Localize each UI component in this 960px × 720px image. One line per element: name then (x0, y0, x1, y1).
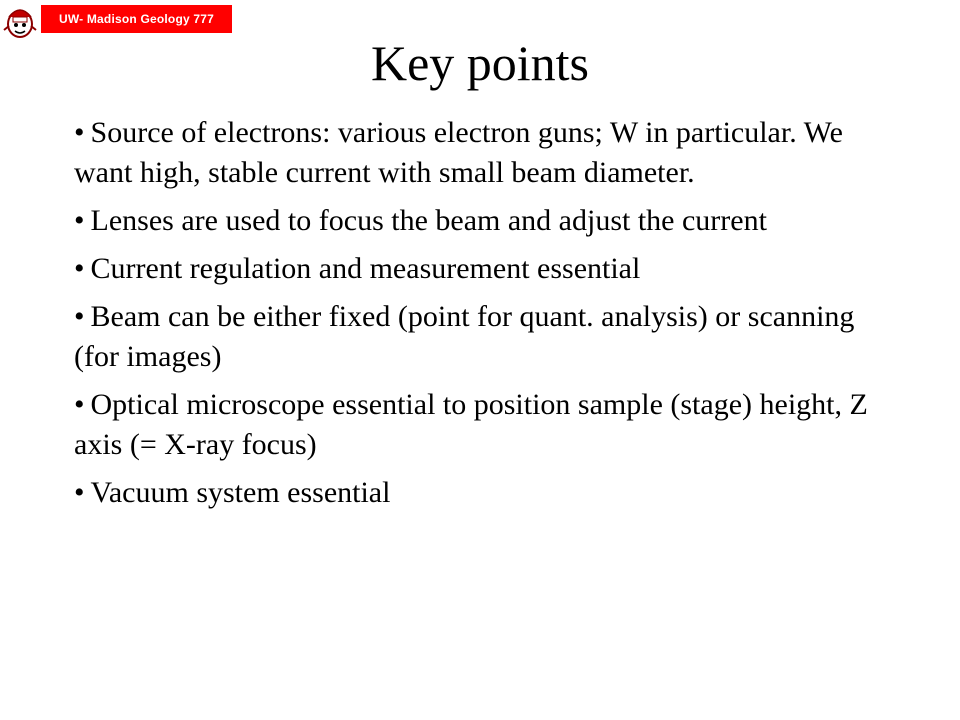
bullet-glyph: • (74, 116, 85, 149)
bullet-item (74, 249, 894, 289)
bullet-item (74, 201, 894, 241)
bullet-text: Lenses are used to focus the beam and adjust the current (90, 204, 767, 237)
bullet-item (74, 473, 894, 513)
bullet-glyph: • (74, 204, 85, 237)
bullet-item (74, 385, 894, 465)
bullet-glyph: • (74, 388, 85, 421)
bullet-text: Source of electrons: various electron guns; W in particular. We want high, stable current with small beam diameter. (74, 116, 843, 189)
course-badge: UW- Madison Geology 777 (41, 5, 232, 33)
bullet-glyph: • (74, 300, 85, 333)
bullet-glyph: • (74, 476, 85, 509)
bullet-list (74, 113, 894, 521)
bullet-item (74, 297, 894, 377)
bullet-item (74, 113, 894, 193)
slide-title: Key points (370, 35, 590, 91)
bullet-text: Vacuum system essential (90, 476, 391, 509)
bullet-text: Beam can be either fixed (point for quant. analysis) or scanning (for images) (74, 300, 855, 373)
bullet-glyph: • (74, 252, 85, 285)
bullet-text: Optical microscope essential to position sample (stage) height, Z axis (= X-ray focus) (74, 388, 868, 461)
bullet-text: Current regulation and measurement essential (90, 252, 641, 285)
